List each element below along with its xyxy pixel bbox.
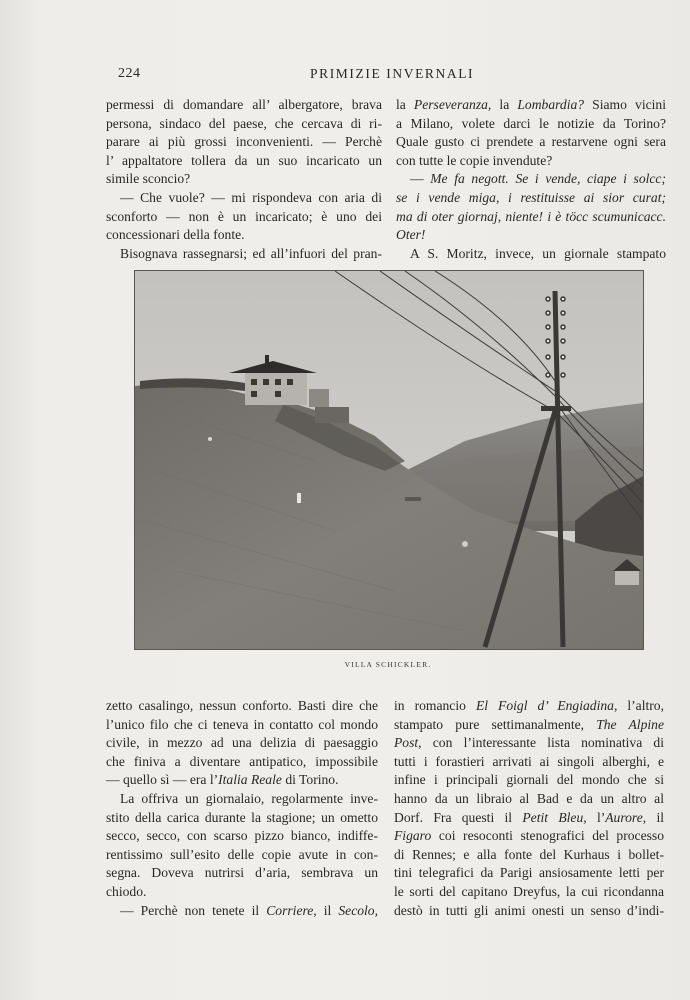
text-line: Dorf. Fra questi il Petit Bleu, l’Aurore, il [394,809,664,825]
photo-plate [134,270,644,650]
dialect-quote: i è töcc scumunicacc. [547,208,666,224]
newspaper-title: Petit Bleu, [522,809,587,825]
text-line: La offriva un giornalaio, regolarmente inve- [120,790,378,806]
text-line: sconforto — non è un incaricato; è uno dei [106,208,382,224]
page-number: 224 [118,66,141,81]
newspaper-title: Post, [394,735,422,751]
text-line: simile sconcio? [106,171,191,187]
dialect-quote: se i vende miga, i restituisse ai sior curat; [396,189,666,205]
text-line: tutti i forastieri arrivati ai singoli alberghi, e [394,753,664,769]
text-line: civile, in mezzo ad una delizia di paesaggio [106,735,378,751]
text-line: secco, secco, con scarso pizzo bianco, indiffe- [106,828,378,844]
text-column-bottom-left [106,697,378,920]
text-line: a Milano, volete darci le notizie da Torino? [396,115,666,131]
text-line: concessionari della fonte. [106,227,245,243]
newspaper-title: Lombardia? [517,97,585,112]
text-line [396,189,666,208]
running-head [118,66,668,86]
text-line: A S. Moritz, invece, un giornale stampato [410,245,666,261]
text-column-top-right [396,96,666,263]
text-column-top-left [106,96,382,263]
text-line: permessi di domandare all’ albergatore, brava [106,97,382,112]
newspaper-title: Corriere, [266,902,317,918]
text-line: Post, con l’interessante lista nominativa di [394,735,664,751]
text-line: hanno da un libraio al Bad e da un altro al [394,790,664,806]
text-line: che finiva a diventare antipatico, impossibile [106,753,378,769]
text-line: persona, sindaco del paese, che cercava di ri- [106,115,382,131]
text-line: zetto casalingo, nessun conforto. Basti dire che [106,698,378,713]
text-line: stampato pure settimanalmente, The Alpine [394,716,664,732]
newspaper-title: The Alpine [596,716,664,732]
text-line: l’unico filo che ci teneva in contatto col mondo [106,716,378,732]
person [297,493,301,503]
text-line [396,208,666,227]
text-line: stito della carica durante la stagione; un ometto [106,809,378,825]
text-line: — Me fa negott. Se i vende, ciape i solcc; [410,171,666,187]
text-line: tini telegrafici da Parigi ansiosamente letti per [394,865,664,881]
text-line: Bisognava rassegnarsi; ed all’infuori del pran- [120,245,382,261]
text-line: — Che vuole? — mi rispondeva con aria di [120,189,382,205]
text-line: chiodo. [106,883,147,899]
text-column-bottom-right [394,697,664,920]
figure-caption: VILLA SCHICKLER. [344,660,432,669]
text-line: parare ai più grossi inconvenienti. — Perchè [106,134,382,150]
running-title: PRIMIZIE INVERNALI [310,66,475,81]
text-line: in romancio El Foigl d’ Engiadina, l’altro, [394,698,664,713]
newspaper-title: Aurore, [605,809,647,825]
text-line: rentissimo sull’esito delle copie avute in con- [106,846,378,862]
dialect-quote: Me fa negott. Se i vende, ciape i solcc; [430,171,666,187]
text-line: — quello sì — era l’Italia Reale di Torino. [106,772,339,788]
text-line: — Perchè non tenete il Corriere, il Secolo, [120,902,378,918]
dialect-quote: ma di oter giornaj, niente! [396,208,544,224]
text-line: Figaro coi resoconti stenografici del processo [394,828,664,844]
villa-schickler-photo [135,271,643,649]
text-line: di Rennes; e alla fonte del Kurhaus i bollet- [394,846,664,862]
text-line: le sorti del capitano Dreyfus, la cui ricondanna [394,883,664,899]
text-line: l’ appaltatore tollera da un suo incaricato un [106,152,382,168]
text-line: infine i principali giornali del mondo che si [394,772,664,788]
newspaper-title: Figaro [394,828,432,844]
text-line: la Perseveranza, la Lombardia? Siamo vicini [396,97,666,112]
text-line: destò in tutti gli animi onesti un senso d’indi- [394,902,664,918]
text-line: segna. Doveva nutrirsi d’aria, sembrava un [106,865,378,881]
newspaper-title: El Foigl d’ Engiadina, [475,698,618,713]
newspaper-title: Secolo, [338,902,378,918]
text-line: Quale gusto ci prendete a restarvene ogni sera [396,134,666,150]
text-line [396,226,666,245]
newspaper-title: Perseveranza, [413,97,492,112]
newspaper-title: Italia Reale [218,772,282,788]
text-line: con tutte le copie invendute? [396,152,553,168]
dialect-quote: Oter! [396,227,426,243]
